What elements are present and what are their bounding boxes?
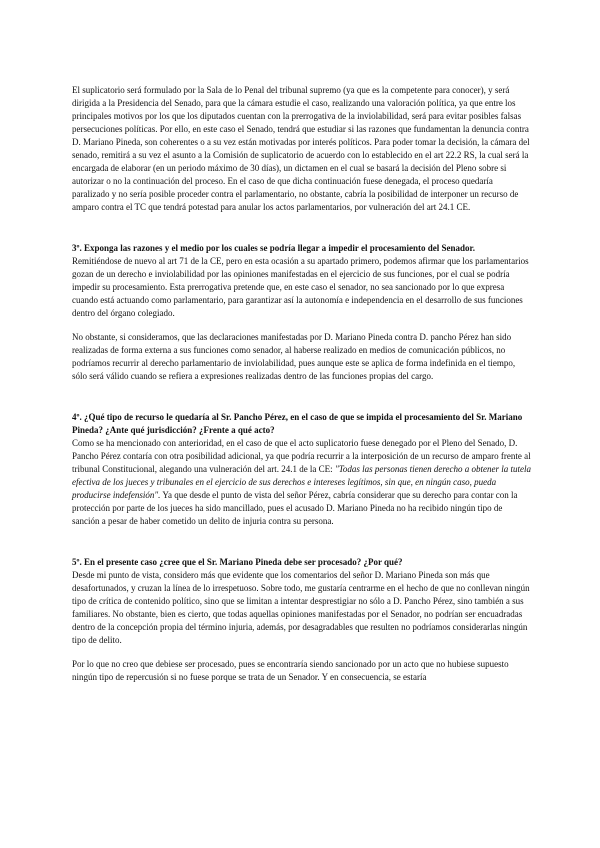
section-4-heading: 4º. ¿Qué tipo de recurso le quedaría al Sr. Pancho Pérez, en el caso de que se impida el procesamiento del Sr. Mariano Pineda? ¿Ante qué jurisdicción? ¿Frente a qué acto? bbox=[72, 412, 523, 435]
section-5-body: Desde mi punto de vista, considero más que evidente que los comentarios del señor D. Mariano Pineda son más que desafortunados, y cruzan la línea de lo irrespetuoso. Sobre todo, me gustaría centrarme en el hecho de que no conllevan ningún tipo de crítica de contenido político, sino que se limitan a intentar desprestigiar no sólo a D. Pancho Pérez, sino también a sus familiares. No obstante, bien es cierto, que todas aquellas opiniones manifestadas por el Senador, no podrían ser encuadradas dentro de la concepción propia del término injuria, además, por desagradables que resulten no podríamos considerarlas ningún tipo de delito. bbox=[72, 570, 530, 645]
section-4-body-conclusion: Ya que desde el punto de vista del señor Pérez, cabría considerar que su derecho para contar con la protección por parte de los jueces ha sido mancillado, pues el acusado D. Mariano Pineda no ha recibido ningún tipo de sanción a pesar de haber cometido un delito de injuria contra su persona. bbox=[72, 490, 518, 526]
section-3-body: Remitiéndose de nuevo al art 71 de la CE, pero en esta ocasión a su apartado primero, podemos afirmar que los parlamentarios gozan de un derecho e inviolabilidad por las opiniones manifestadas en el ejercicio de sus funciones, por el cual se podría impedir su procesamiento. Esta prerrogativa pretende que, en este caso el senador, no sea sancionado por lo que expresa cuando está actuando como parlamentario, para garantizar así la autonomía e independencia en el desarrollo de sus funciones dentro del órgano colegiado. bbox=[72, 256, 529, 318]
section-4 bbox=[72, 411, 532, 528]
section-spacer bbox=[72, 214, 532, 242]
section-4-quote: "Todas las personas tienen derecho a obtener la tutela efectiva de los jueces y tribunales en el ejercicio de sus derechos e intereses legítimos, sin que, en ningún caso, pueda producirse indefensión". bbox=[72, 464, 532, 500]
section-spacer bbox=[72, 528, 532, 556]
section-5-body-2: Por lo que no creo que debiese ser procesado, pues se encontraría siendo sancionado por un acto que no hubiese supuesto ningún tipo de repercusión si no fuese porque se trata de un Senador. Y en consecuencia, se estaría bbox=[72, 659, 509, 682]
paragraph-spacer bbox=[72, 647, 532, 658]
section-5-heading: 5º. En el presente caso ¿cree que el Sr. Mariano Pineda debe ser procesado? ¿Por qué? bbox=[72, 557, 403, 567]
section-3-body-2: No obstante, si consideramos, que las declaraciones manifestadas por D. Mariano Pineda contra D. pancho Pérez han sido realizadas de forma externa a sus funciones como senador, al haberse realizado en medios de comunicación públicos, no podríamos recurrir al derecho parlamentario de inviolabilidad, pues aunque este se aplica de forma indefinida en el tiempo, sólo será válido cuando se refiera a expresiones realizadas dentro de las funciones propias del cargo. bbox=[72, 332, 516, 381]
section-spacer bbox=[72, 383, 532, 411]
section-5 bbox=[72, 556, 532, 684]
section-4-body-intro: Como se ha mencionado con anterioridad, en el caso de que el acto suplicatorio fuese denegado por el Pleno del Senado, D. Pancho Pérez contaría con otra posibilidad adicional, ya que podría recurrir a la interposición de un recurso de amparo frente al tribunal Constitucional, alegando una vulneración del art. 24.1 de la CE: bbox=[72, 438, 531, 474]
section-3-heading: 3º. Exponga las razones y el medio por los cuales se podría llegar a impedir el procesamiento del Senador. bbox=[72, 243, 475, 253]
section-3 bbox=[72, 242, 532, 383]
paragraph-suplicatorio: El suplicatorio será formulado por la Sala de lo Penal del tribunal supremo (ya que es la competente para conocer), y será dirigida a la Presidencia del Senado, para que la cámara estudie el caso, realizando una valoración política, ya que entre los principales motivos por los que los diputados cuentan con la prerrogativa de la inviolabilidad, será para evitar posibles falsas persecuciones políticas. Por ello, en este caso el Senado, tendrá que estudiar si las razones que fundamentan la denuncia contra D. Mariano Pineda, son coherentes o a su vez están motivadas por interés políticos. Para poder tomar la decisión, la cámara del senado, remitirá a su vez el asunto a la Comisión de suplicatorio de acuerdo con lo establecido en el art 22.2 RS, la cual será la encargada de elaborar (en un periodo máximo de 30 días), un dictamen en el cual se basará la decisión del Pleno sobre si autorizar o no la continuación del proceso. En el caso de que dicha continuación fuese denegada, el proceso quedaría paralizado y no sería posible proceder contra el parlamentario, no obstante, cabría la posibilidad de interponer un recurso de amparo contra el TC que tendrá potestad para anular los actos parlamentarios, por vulneración del art 24.1 CE. bbox=[72, 85, 530, 212]
section-4-body bbox=[72, 437, 532, 528]
paragraph-spacer bbox=[72, 320, 532, 331]
